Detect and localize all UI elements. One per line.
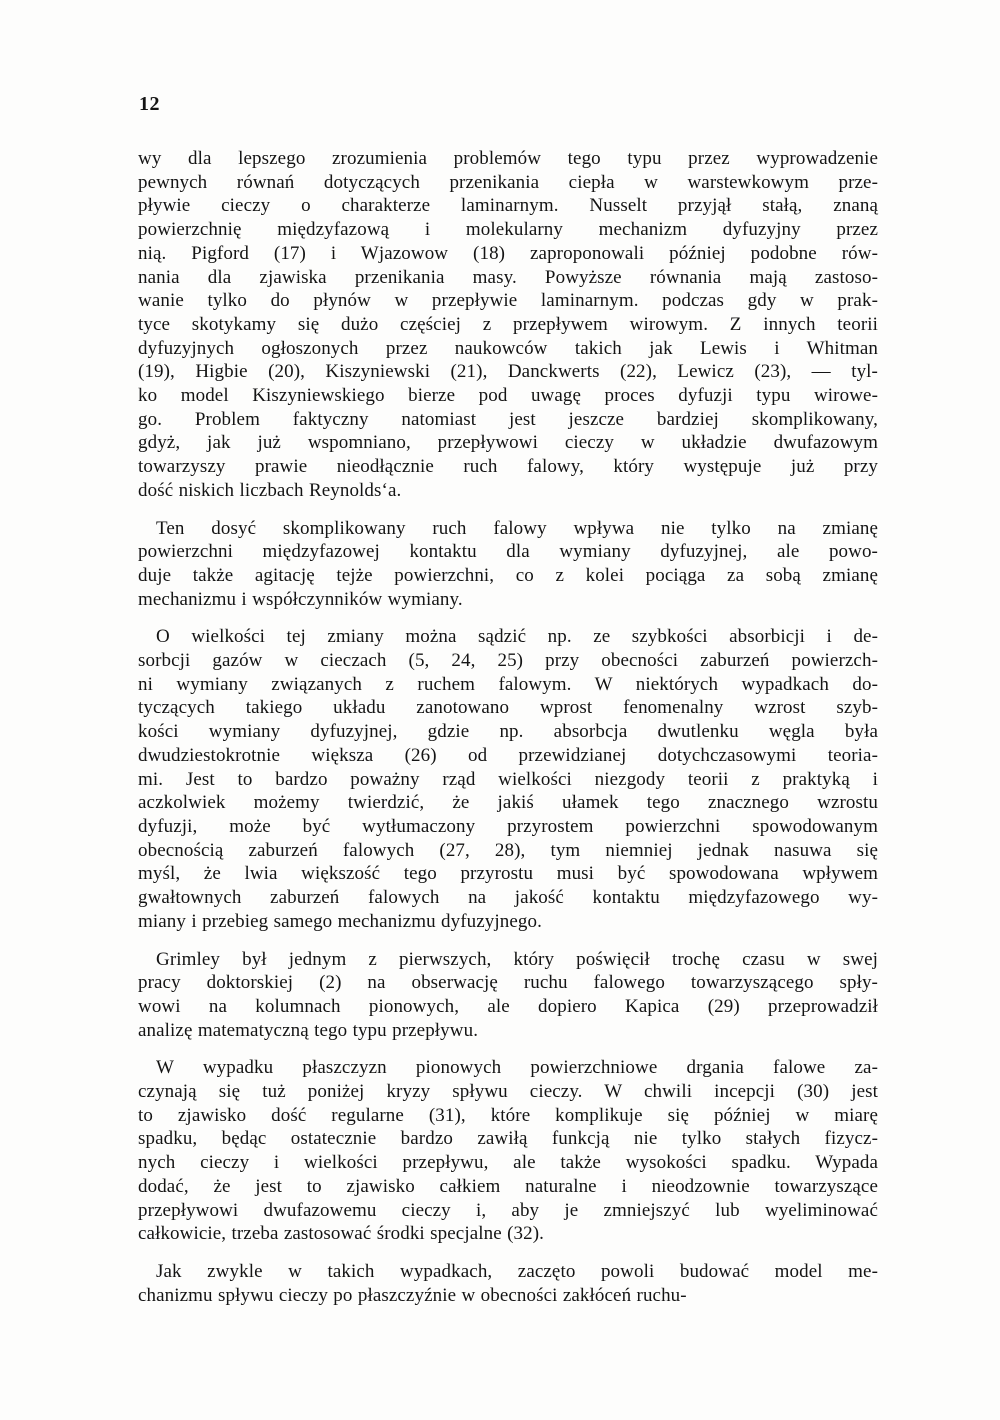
text-line: dość niskich liczbach Reynolds‘a. (138, 479, 402, 501)
text-line: pływie cieczy o charakterze laminarnym. Nusselt przyjął stałą, znaną (138, 195, 878, 217)
text-line: wowi na kolumnach pionowych, ale dopiero Kapica (29) przeprowadził (138, 995, 878, 1017)
paragraph (138, 147, 878, 503)
paragraph (138, 517, 878, 612)
text-line: analizę matematyczną tego typu przepływu. (138, 1019, 479, 1041)
text-line: przepływowi dwufazowemu cieczy i, aby je zmniejszyć lub wyeliminować (138, 1199, 878, 1221)
text-line: wanie tylko do płynów w przepływie laminarnym. podczas gdy w prak- (138, 290, 878, 312)
text-line: pracy doktorskiej (2) na obserwację ruchu falowego towarzyszącego spły- (138, 972, 878, 994)
text-line: spadku, będąc ostatecznie bardzo zawiłą funkcją nie tylko stałych fizycz- (138, 1128, 878, 1150)
page-number: 12 (139, 93, 160, 115)
text-line: czynają się tuż poniżej kryzy spływu cieczy. W chwili incepcji (30) jest (138, 1081, 878, 1103)
text-line: pewnych równań dotyczących przenikania ciepła w warstewkowym prze- (138, 171, 878, 193)
text-line: aczkolwiek możemy twierdzić, że jakiś ułamek tego znacznego wzrostu (138, 792, 878, 814)
text-line: dwudziestokrotnie większa (26) od przewidzianej dotychczasowymi teoria- (138, 744, 878, 766)
text-line: O wielkości tej zmiany można sądzić np. ze szybkości absorbicji i de- (156, 626, 878, 648)
text-line: nania dla zjawiska przenikania masy. Powyższe równania mają zastoso- (138, 266, 878, 288)
paragraph (138, 625, 878, 933)
text-line: chanizmu spływu cieczy po płaszczyźnie w obecności zakłóceń ruchu- (138, 1284, 687, 1306)
paragraph (138, 1056, 878, 1246)
text-line: powierzchni międzyfazowej kontaktu dla wymiany dyfuzyjnej, ale powo- (138, 541, 878, 563)
text-line: miany i przebieg samego mechanizmu dyfuzyjnego. (138, 910, 542, 932)
text-line: gdyż, jak już wspomniano, przepływowi cieczy w układzie dwufazowym (138, 432, 878, 454)
text-line: nią. Pigford (17) i Wjazowow (18) zaproponowali później podobne rów- (138, 242, 878, 264)
text-line: (19), Higbie (20), Kiszyniewski (21), Danckwerts (22), Lewicz (23), — tyl- (138, 361, 878, 383)
text-line: W wypadku płaszczyzn pionowych powierzchniowe drgania falowe za- (156, 1057, 878, 1079)
text-line: tyczących takiego układu zanotowano wprost fenomenalny wzrost szyb- (138, 697, 878, 719)
text-line: go. Problem faktyczny natomiast jest jeszcze bardziej skomplikowany, (138, 408, 878, 430)
text-line: myśl, że lwia większość tego przyrostu musi być spowodowana wpływem (138, 863, 878, 885)
text-line: dyfuzyjnych ogłoszonych przez naukowców takich jak Lewis i Whitman (138, 337, 878, 359)
text-line: sorbcji gazów w cieczach (5, 24, 25) przy obecności zaburzeń powierzch- (138, 650, 878, 672)
text-line: całkowicie, trzeba zastosować środki specjalne (32). (138, 1223, 545, 1245)
paragraph (138, 1260, 878, 1307)
text-line: nych cieczy i wielkości przepływu, ale także wysokości spadku. Wypada (138, 1152, 878, 1174)
text-line: powierzchnię międzyfazową i molekularny mechanizm dyfuzyjny przez (138, 219, 878, 241)
text-line: obecnością zaburzeń falowych (27, 28), tym niemniej jednak nasuwa się (138, 839, 878, 861)
text-line: towarzyszy prawie nieodłącznie ruch falowy, który występuje już przy (138, 456, 878, 478)
text-line: ko model Kiszyniewskiego bierze pod uwagę proces dyfuzji typu wirowe- (138, 385, 878, 407)
text-line: to zjawisko dość regularne (31), które komplikuje się później w miarę (138, 1104, 878, 1126)
text-line: gwałtownych zaburzeń falowych na jakość kontaktu międzyfazowego wy- (138, 887, 878, 909)
text-line: Jak zwykle w takich wypadkach, zaczęto powoli budować model me- (156, 1260, 878, 1282)
text-line: Ten dosyć skomplikowany ruch falowy wpływa nie tylko na zmianę (156, 517, 878, 539)
text-line: duje także agitację tejże powierzchni, co z kolei pociąga za sobą zmianę (138, 564, 878, 586)
text-line: wy dla lepszego zrozumienia problemów tego typu przez wyprowadzenie (138, 148, 878, 169)
text-line: dyfuzji, może być wytłumaczony przyrostem powierzchni spowodowanym (138, 815, 878, 837)
text-block (138, 147, 878, 1307)
text-line: tyce skotykamy się dużo częściej z przepływem wirowym. Z innych teorii (138, 313, 878, 335)
text-line: ni wymiany związanych z ruchem falowym. W niektórych wypadkach do- (138, 673, 878, 695)
text-line: mechanizmu i współczynników wymiany. (138, 588, 463, 610)
text-line: dodać, że jest to zjawisko całkiem naturalne i nieodzownie towarzyszące (138, 1175, 878, 1197)
text-line: Grimley był jednym z pierwszych, który poświęcił trochę czasu w swej (156, 948, 878, 970)
text-line: kości wymiany dyfuzyjnej, gdzie np. absorbcja dwutlenku węgla była (138, 721, 878, 743)
text-line: mi. Jest to bardzo poważny rząd wielkości niezgody teorii z praktyką i (138, 768, 878, 790)
paragraph (138, 948, 878, 1043)
